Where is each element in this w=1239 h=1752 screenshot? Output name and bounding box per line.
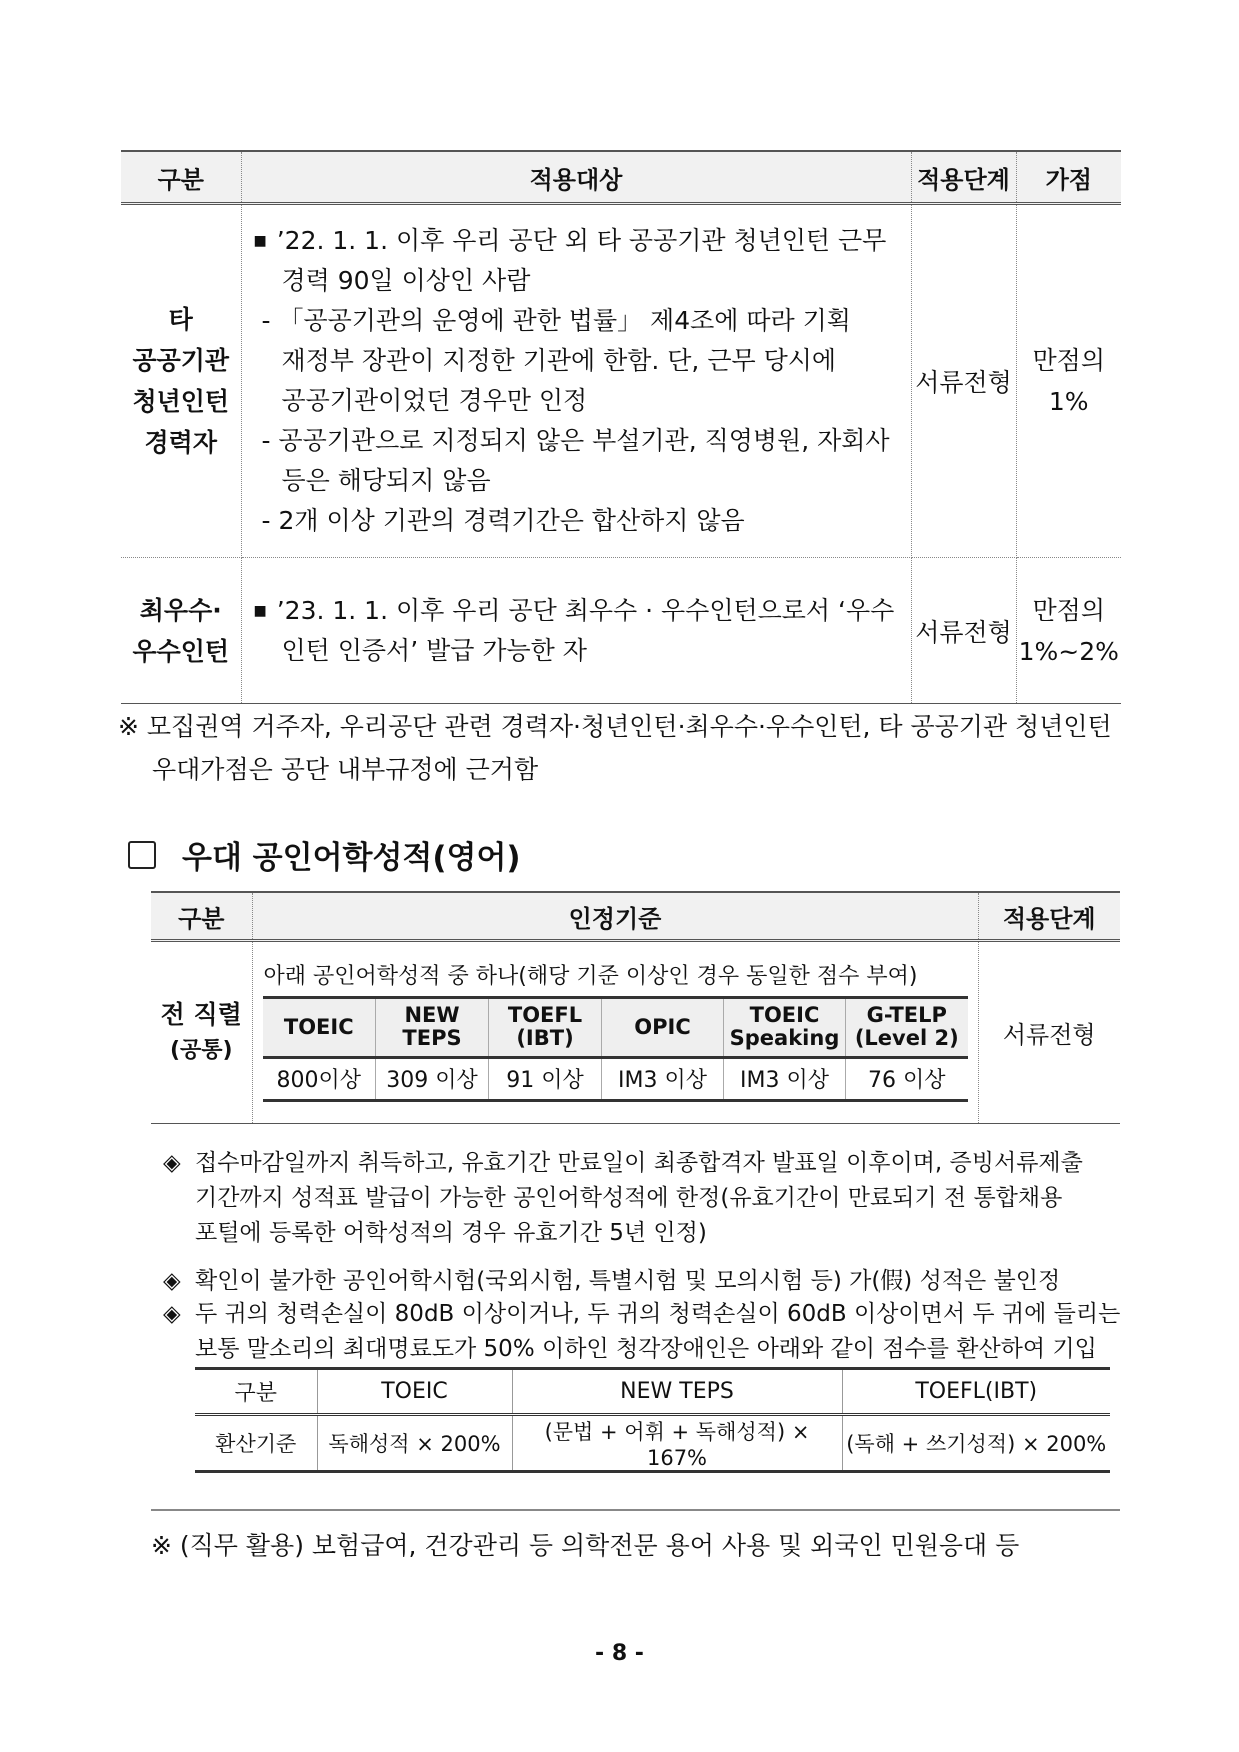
header-category: 구분	[121, 151, 241, 204]
test-names-row	[263, 997, 968, 1057]
diamond-bullet-icon: ◈	[163, 1301, 181, 1327]
table-header-row	[121, 151, 1121, 204]
score-toefl: 91 이상	[489, 1057, 602, 1100]
criteria-description: 아래 공인어학성적 중 하나(해당 기준 이상인 경우 동일한 점수 부여)	[263, 963, 918, 989]
table-row	[195, 1415, 1110, 1472]
row-stage: 서류전형	[978, 941, 1120, 1124]
row-target	[241, 204, 911, 558]
row-criteria	[252, 941, 978, 1124]
header-new-teps: NEW TEPS	[512, 1369, 842, 1415]
target-line: 인턴 인증서’ 발급 가능한 자	[281, 635, 587, 665]
target-line: 재정부 장관이 지정한 기관에 한함. 단, 근무 당시에	[281, 346, 837, 375]
row-stage: 서류전형	[911, 204, 1016, 558]
score-opic: IM3 이상	[602, 1057, 724, 1100]
test-scores-row	[263, 1057, 968, 1100]
header-points: 가점	[1016, 151, 1121, 204]
conversion-toefl: (독해 + 쓰기성적) × 200%	[842, 1415, 1110, 1472]
target-line: ■ ’23. 1. 1. 이후 우리 공단 최우수 · 우수인턴으로서 ‘우수	[254, 591, 901, 631]
row-stage: 서류전형	[911, 558, 1016, 704]
row-category: 최우수· 우수인턴	[121, 558, 241, 704]
target-line: - 공공기관으로 지정되지 않은 부설기관, 직영병원, 자회사	[261, 426, 890, 455]
conversion-table	[195, 1367, 1110, 1473]
test-g-telp: G-TELP (Level 2)	[846, 997, 968, 1057]
diamond-bullet-icon: ◈	[163, 1150, 181, 1176]
row-category: 전 직렬 (공통)	[151, 941, 252, 1124]
language-score-table	[151, 891, 1120, 1124]
diamond-bullet-icon: ◈	[163, 1268, 181, 1294]
bullet-hearing-impaired: ◈ 두 귀의 청력손실이 80dB 이상이거나, 두 귀의 청력손실이 60dB 이상이면서 두 귀에 들리는 보통 말소리의 최대명료도가 50% 이하인 청각장애인은 아래와 같이 점수를 환산하여 기입	[163, 1297, 1120, 1367]
row-points: 만점의 1%~2%	[1016, 558, 1121, 704]
test-toeic: TOEIC	[263, 997, 376, 1057]
conversion-new-teps: (문법 + 어휘 + 독해성적) × 167%	[512, 1415, 842, 1472]
score-g-telp: 76 이상	[846, 1057, 968, 1100]
preference-note: ※ 모집권역 거주자, 우리공단 관련 경력자·청년인턴·최우수·우수인턴, 타 공공기관 청년인턴 우대가점은 공단 내부규정에 근거함	[118, 712, 1112, 784]
conversion-toeic: 독해성적 × 200%	[317, 1415, 512, 1472]
table-row	[151, 941, 1120, 1124]
table-row	[121, 204, 1121, 558]
test-toeic-speaking: TOEIC Speaking	[724, 997, 846, 1057]
divider	[151, 1509, 1120, 1511]
row-target	[241, 558, 911, 704]
header-toefl: TOEFL(IBT)	[842, 1369, 1110, 1415]
section-heading: 우대 공인어학성적(영어)	[128, 832, 521, 877]
bullet-validity: ◈ 접수마감일까지 취득하고, 유효기간 만료일이 최종합격자 발표일 이후이며, 증빙서류제출 기간까지 성적표 발급이 가능한 공인어학성적에 한정(유효기간이 만료되기 전 통합채용 포털에 등록한 어학성적의 경우 유효기간 5년 인정)	[163, 1146, 1083, 1251]
header-stage: 적용단계	[911, 151, 1016, 204]
table-header-row	[151, 892, 1120, 941]
header-target: 적용대상	[241, 151, 911, 204]
row-points: 만점의 1%	[1016, 204, 1121, 558]
target-line: - 2개 이상 기관의 경력기간은 합산하지 않음	[261, 506, 745, 535]
target-line: ■ ’22. 1. 1. 이후 우리 공단 외 타 공공기관 청년인턴 근무	[254, 221, 901, 261]
target-line: 공공기관이었던 경우만 인정	[281, 386, 588, 415]
bonus-points-table	[121, 150, 1121, 704]
header-category: 구분	[195, 1369, 317, 1415]
header-stage: 적용단계	[978, 892, 1120, 941]
target-line: - 「공공기관의 운영에 관한 법률」 제4조에 따라 기획	[261, 306, 851, 335]
bullet-unverifiable: ◈ 확인이 불가한 공인어학시험(국외시험, 특별시험 및 모의시험 등) 가(假) 성적은 불인정	[163, 1264, 1060, 1299]
test-toefl: TOEFL (IBT)	[489, 997, 602, 1057]
header-category: 구분	[151, 892, 252, 941]
table-header-row	[195, 1369, 1110, 1415]
score-toeic: 800이상	[263, 1057, 376, 1100]
target-line: 등은 해당되지 않음	[281, 466, 491, 495]
target-line: 경력 90일 이상인 사람	[281, 266, 531, 295]
test-new-teps: NEW TEPS	[376, 997, 489, 1057]
score-toeic-speaking: IM3 이상	[724, 1057, 846, 1100]
header-criteria: 인정기준	[252, 892, 978, 941]
test-score-table	[263, 996, 968, 1102]
page-number: - 8 -	[595, 1641, 644, 1666]
row-category: 타 공공기관 청년인턴 경력자	[121, 204, 241, 558]
header-toeic: TOEIC	[317, 1369, 512, 1415]
score-new-teps: 309 이상	[376, 1057, 489, 1100]
job-usage-note: ※ (직무 활용) 보험급여, 건강관리 등 의학전문 용어 사용 및 외국인 민원응대 등	[151, 1531, 1020, 1560]
table-row	[121, 558, 1121, 704]
conversion-label: 환산기준	[195, 1415, 317, 1472]
test-opic: OPIC	[602, 997, 724, 1057]
checkbox-square-icon	[128, 841, 156, 869]
